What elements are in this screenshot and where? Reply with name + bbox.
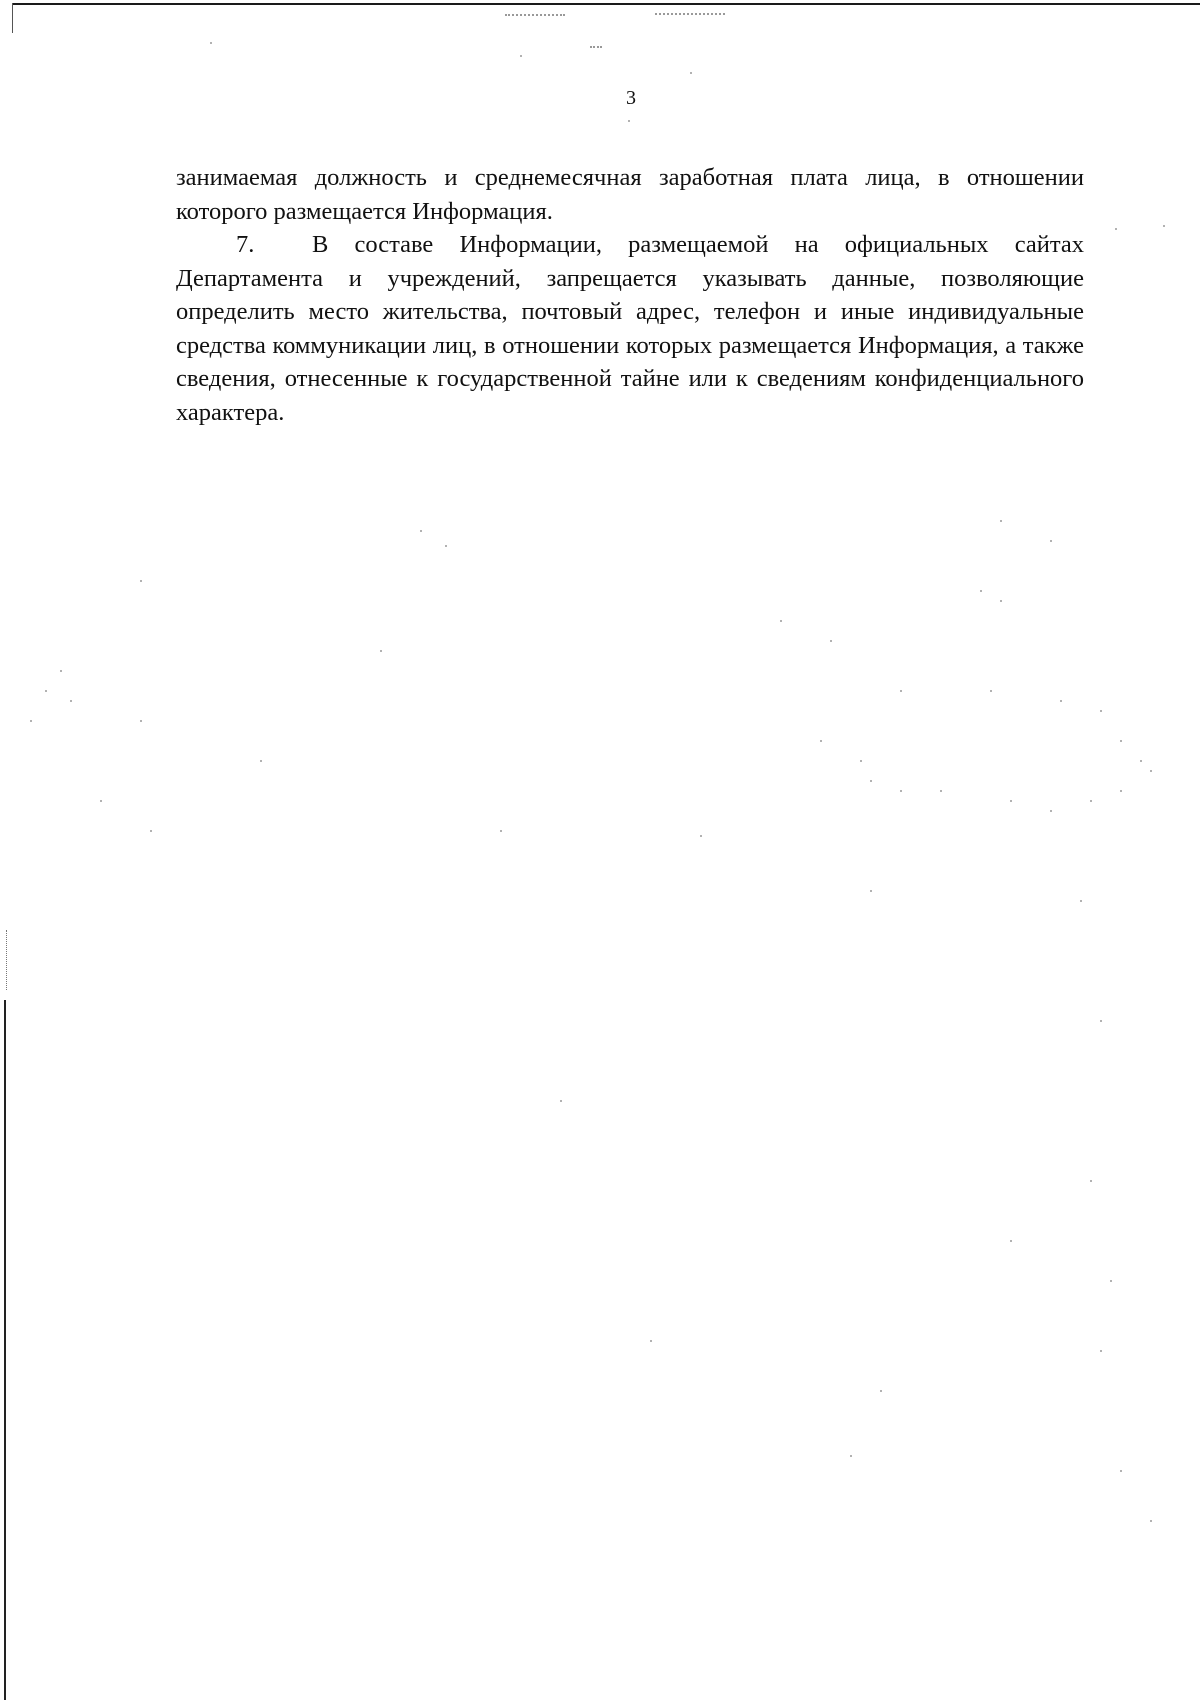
scan-left-border bbox=[4, 1000, 6, 1700]
scan-speck bbox=[1080, 900, 1082, 902]
scan-speck bbox=[1100, 1350, 1102, 1352]
scan-speck bbox=[900, 790, 902, 792]
scan-speck bbox=[990, 690, 992, 692]
scan-speck bbox=[140, 580, 142, 582]
scan-speck bbox=[420, 530, 422, 532]
scan-top-border bbox=[12, 3, 1200, 5]
scan-speck bbox=[260, 760, 262, 762]
scan-speck bbox=[880, 1390, 882, 1392]
paragraph-number: 7. bbox=[236, 231, 255, 258]
scan-smudge bbox=[590, 46, 602, 48]
scan-speck bbox=[1120, 740, 1122, 742]
scan-speck bbox=[1140, 760, 1142, 762]
document-body bbox=[176, 161, 1084, 429]
scan-speck bbox=[140, 720, 142, 722]
scan-speck bbox=[1090, 800, 1092, 802]
scan-speck bbox=[380, 650, 382, 652]
scan-speck bbox=[1060, 700, 1062, 702]
scan-speck bbox=[445, 545, 447, 547]
scan-corner-mark bbox=[12, 3, 13, 33]
scan-speck bbox=[60, 670, 62, 672]
scan-speck bbox=[500, 830, 502, 832]
scan-speck bbox=[1115, 228, 1117, 230]
scan-speck bbox=[70, 700, 72, 702]
scan-speck bbox=[830, 640, 832, 642]
scan-speck bbox=[700, 835, 702, 837]
scan-smudge bbox=[505, 14, 565, 16]
scan-speck bbox=[1150, 770, 1152, 772]
scan-speck bbox=[940, 790, 942, 792]
scan-speck bbox=[628, 120, 630, 122]
paragraph-item-7 bbox=[176, 228, 1084, 429]
scan-speck bbox=[1050, 540, 1052, 542]
scan-left-dots bbox=[6, 930, 7, 990]
paragraph-text: В составе Информации, размещаемой на официальных сайтах Департамента и учреждений, запрещается указывать данные, позволяющие определить место жительства, почтовый адрес, телефон и иные индивидуальные средства коммуникации лиц, в отношении которых размещается Информация, а также сведения, отнесенные к государственной тайне или к сведениям конфиденциального характера. bbox=[176, 231, 1084, 426]
scan-speck bbox=[1090, 1180, 1092, 1182]
scan-speck bbox=[210, 42, 212, 44]
scan-speck bbox=[150, 830, 152, 832]
scan-speck bbox=[45, 690, 47, 692]
scan-speck bbox=[560, 1100, 562, 1102]
scan-speck bbox=[1150, 1520, 1152, 1522]
scan-speck bbox=[1120, 790, 1122, 792]
scan-speck bbox=[850, 1455, 852, 1457]
scan-speck bbox=[780, 620, 782, 622]
scan-speck bbox=[870, 780, 872, 782]
scan-speck bbox=[900, 690, 902, 692]
scan-smudge bbox=[655, 13, 725, 15]
scan-speck bbox=[860, 760, 862, 762]
scan-speck bbox=[1110, 1280, 1112, 1282]
scan-speck bbox=[1100, 1020, 1102, 1022]
scan-speck bbox=[1010, 1240, 1012, 1242]
scan-speck bbox=[980, 590, 982, 592]
scan-speck bbox=[820, 740, 822, 742]
scan-speck bbox=[1050, 810, 1052, 812]
scan-speck bbox=[520, 55, 522, 57]
scan-speck bbox=[100, 800, 102, 802]
page-number: 3 bbox=[626, 87, 636, 109]
scan-speck bbox=[1163, 225, 1165, 227]
scan-speck bbox=[1010, 800, 1012, 802]
scan-speck bbox=[1000, 520, 1002, 522]
scan-speck bbox=[690, 72, 692, 74]
scan-speck bbox=[30, 720, 32, 722]
scan-speck bbox=[1100, 710, 1102, 712]
scan-speck bbox=[650, 1340, 652, 1342]
scan-speck bbox=[1000, 600, 1002, 602]
scan-speck bbox=[1120, 1470, 1122, 1472]
paragraph-continuation: занимаемая должность и среднемесячная заработная плата лица, в отношении которого размещается Информация. bbox=[176, 164, 1084, 225]
scan-speck bbox=[870, 890, 872, 892]
